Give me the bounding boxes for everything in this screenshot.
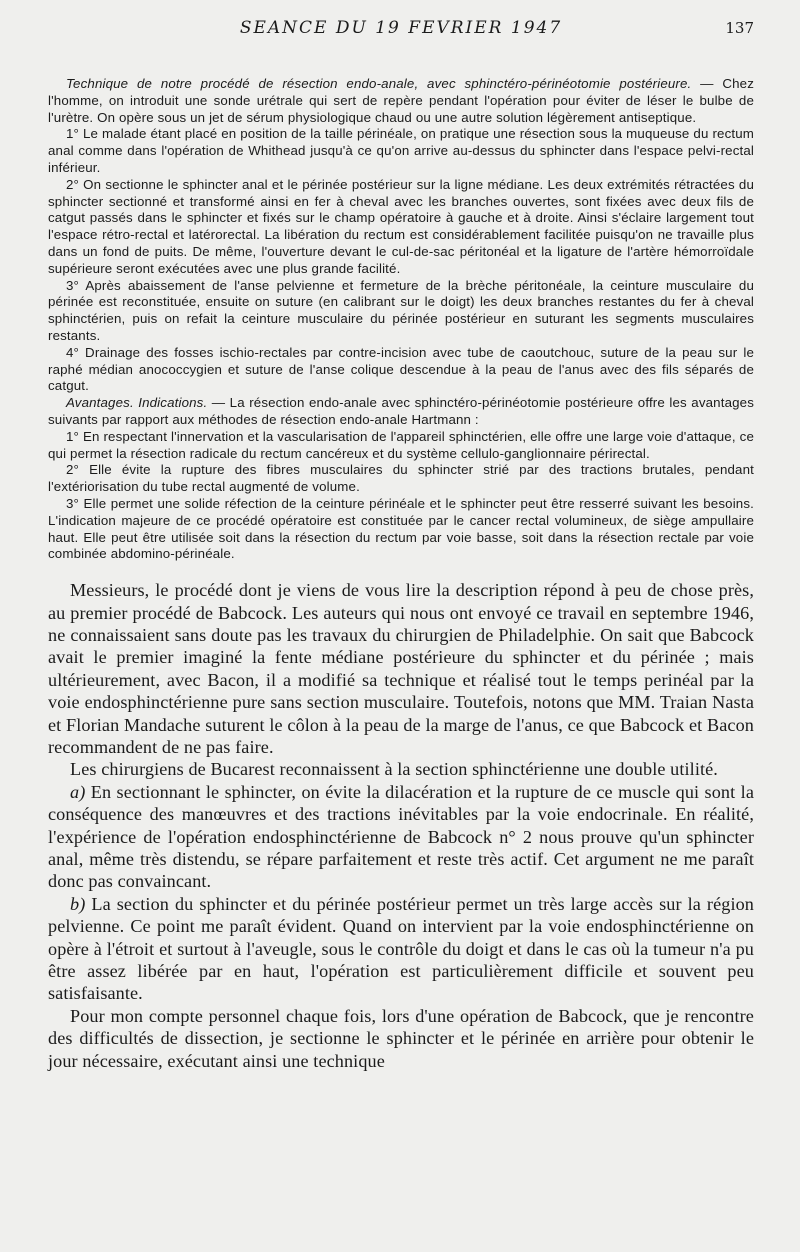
advantage-2-paragraph: 2° Elle évite la rupture des fibres musculaires du sphincter strié par des tractions brutales, pendant l'extériorisation du tube rectal augmenté de volume. [48,462,754,495]
advantages-heading: Avantages. Indications. [66,395,208,411]
running-title: SEANCE DU 19 FEVRIER 1947 [239,18,563,38]
technique-section [48,76,754,563]
commentary-paragraph-2: Les chirurgiens de Bucarest reconnaissent à la section sphinctérienne une double utilité. [70,759,718,780]
advantages-paragraph [48,395,754,429]
advantages-intro-text: — La résection endo-anale avec sphinctéro-périnéotomie postérieure offre les avantages suivants par rapport aux méthodes de résection endo-anale Hartmann : [48,395,754,427]
commentary-section [48,579,754,1072]
item-a-text: En sectionnant le sphincter, on évite la dilacération et la rupture de ce muscle qui sont la conséquence des manœuvres et des tractions inévitables par la voie endocrinale. En réalité, l'expérience de l'opération endosphinctérienne de Babcock n° 2 nous prouve qu'un sphincter anal, même très distendu, se répare parfaitement et reste très actif. Cet argument ne me paraît donc pas convaincant. [48,781,754,892]
commentary-paragraph-1: Messieurs, le procédé dont je viens de vous lire la description répond à peu de chose près, au premier procédé de Babcock. Les auteurs qui nous ont envoyé ce travail en septembre 1946, ne connaissaient sans doute pas les travaux du chirurgien de Philadelphie. On sait que Babcock avait le premier imaginé la fente médiane postérieure du sphincter et du périnée ; mais ultérieurement, avec Bacon, il a modifié sa technique et réalisé tout le temps perinéal par la voie endosphinctérienne pure sans section musculaire. Toutefois, notons que MM. Traian Nasta et Florian Mandache suturent le côlon à la peau de la marge de l'anus, ce que Babcock et Bacon recommandent de ne pas faire. [48,580,754,757]
item-a-label: a) [70,781,86,802]
technique-heading: Technique de notre procédé de résection endo-anale, avec sphinctéro-périnéotomie postérieure. [66,76,692,91]
running-header [48,18,754,44]
commentary-paragraph-5: Pour mon compte personnel chaque fois, lors d'une opération de Babcock, que je rencontre des difficultés de dissection, je sectionne le sphincter et le périnée en arrière pour obtenir le jour nécessaire, exécutant ainsi une technique [48,1005,754,1071]
technique-intro-paragraph [48,76,754,126]
step-1-paragraph: 1° Le malade étant placé en position de la taille périnéale, on pratique une résection sous la muqueuse du rectum anal comme dans l'opération de Whithead jusqu'à ce qu'on arrive au-dessus du sphincter dans l'espace pelvi-rectal inférieur. [48,126,754,175]
commentary-paragraph-a [48,781,754,893]
step-3-paragraph: 3° Après abaissement de l'anse pelvienne et fermeture de la brèche péritonéale, la ceinture musculaire du périnée est reconstituée, ensuite on suture (en calibrant sur le doigt) les deux branches restantes du fer à cheval sphinctérien, puis on refait la ceinture musculaire du périnée postérieur en suturant les segments musculaires restants. [48,277,754,343]
page-number: 137 [725,19,754,37]
step-2-paragraph: 2° On sectionne le sphincter anal et le périnée postérieur sur la ligne médiane. Les deux extrémités rétractées du sphincter sectionné et transformé ainsi en fer à cheval avec les branches ouvertes, sont fixées avec deux fils de catgut passés dans le sphincter et fixés sur le champ opératoire à gauche et à droite. Ainsi s'éclaire largement tout l'espace rétro-rectal et latérorectal. La libération du rectum est considérablement facilitée puisqu'on ne travaille plus dans un fond de puits. De même, l'ouverture devant le cul-de-sac péritonéal et la ligature de l'artère hémorroïdale supérieure seront exécutées avec une plus grande facilité. [48,176,754,276]
step-4-paragraph: 4° Drainage des fosses ischio-rectales par contre-incision avec tube de caoutchouc, suture de la peau sur le raphé médian anococcygien et suture de l'anse colique descendue à la peau de l'anus avec des fils séparés de catgut. [48,344,754,394]
item-b-text: La section du sphincter et du périnée postérieur permet un très large accès sur la région pelvienne. Ce point me paraît évident. Quand on intervient par la voie endosphinctérienne on opère à l'étroit et surtout à l'aveugle, sous le contrôle du doigt et dans le cas où la tumeur n'a pu être assez libérée par en haut, l'opération est particulièrement difficile et souvent peu satisfaisante. [48,893,754,1004]
advantage-3-paragraph: 3° Elle permet une solide réfection de la ceinture périnéale et le sphincter peut être resserré suivant les besoins. L'indication majeure de ce procédé opératoire est constituée par le cancer rectal volumineux, de siège ampullaire haut. Elle peut être utilisée soit dans la résection du rectum par voie basse, soit dans la résection rectale par voie combinée abdomino-périnéale. [48,495,754,562]
commentary-paragraph-b [48,893,754,1005]
technique-intro-text: — Chez l'homme, on introduit une sonde urétrale qui sert de repère pendant l'opération pour éviter de léser le bulbe de l'urètre. On opère sous un jet de sérum physiologique chaud ou une autre solution légèrement antiseptique. [48,76,754,125]
item-b-label: b) [70,893,86,914]
advantage-1-paragraph: 1° En respectant l'innervation et la vascularisation de l'appareil sphinctérien, elle offre une large voie d'attaque, ce qui permet la résection radicale du rectum cancéreux et du système cellulo-ganglionnaire périrectal. [48,428,754,461]
